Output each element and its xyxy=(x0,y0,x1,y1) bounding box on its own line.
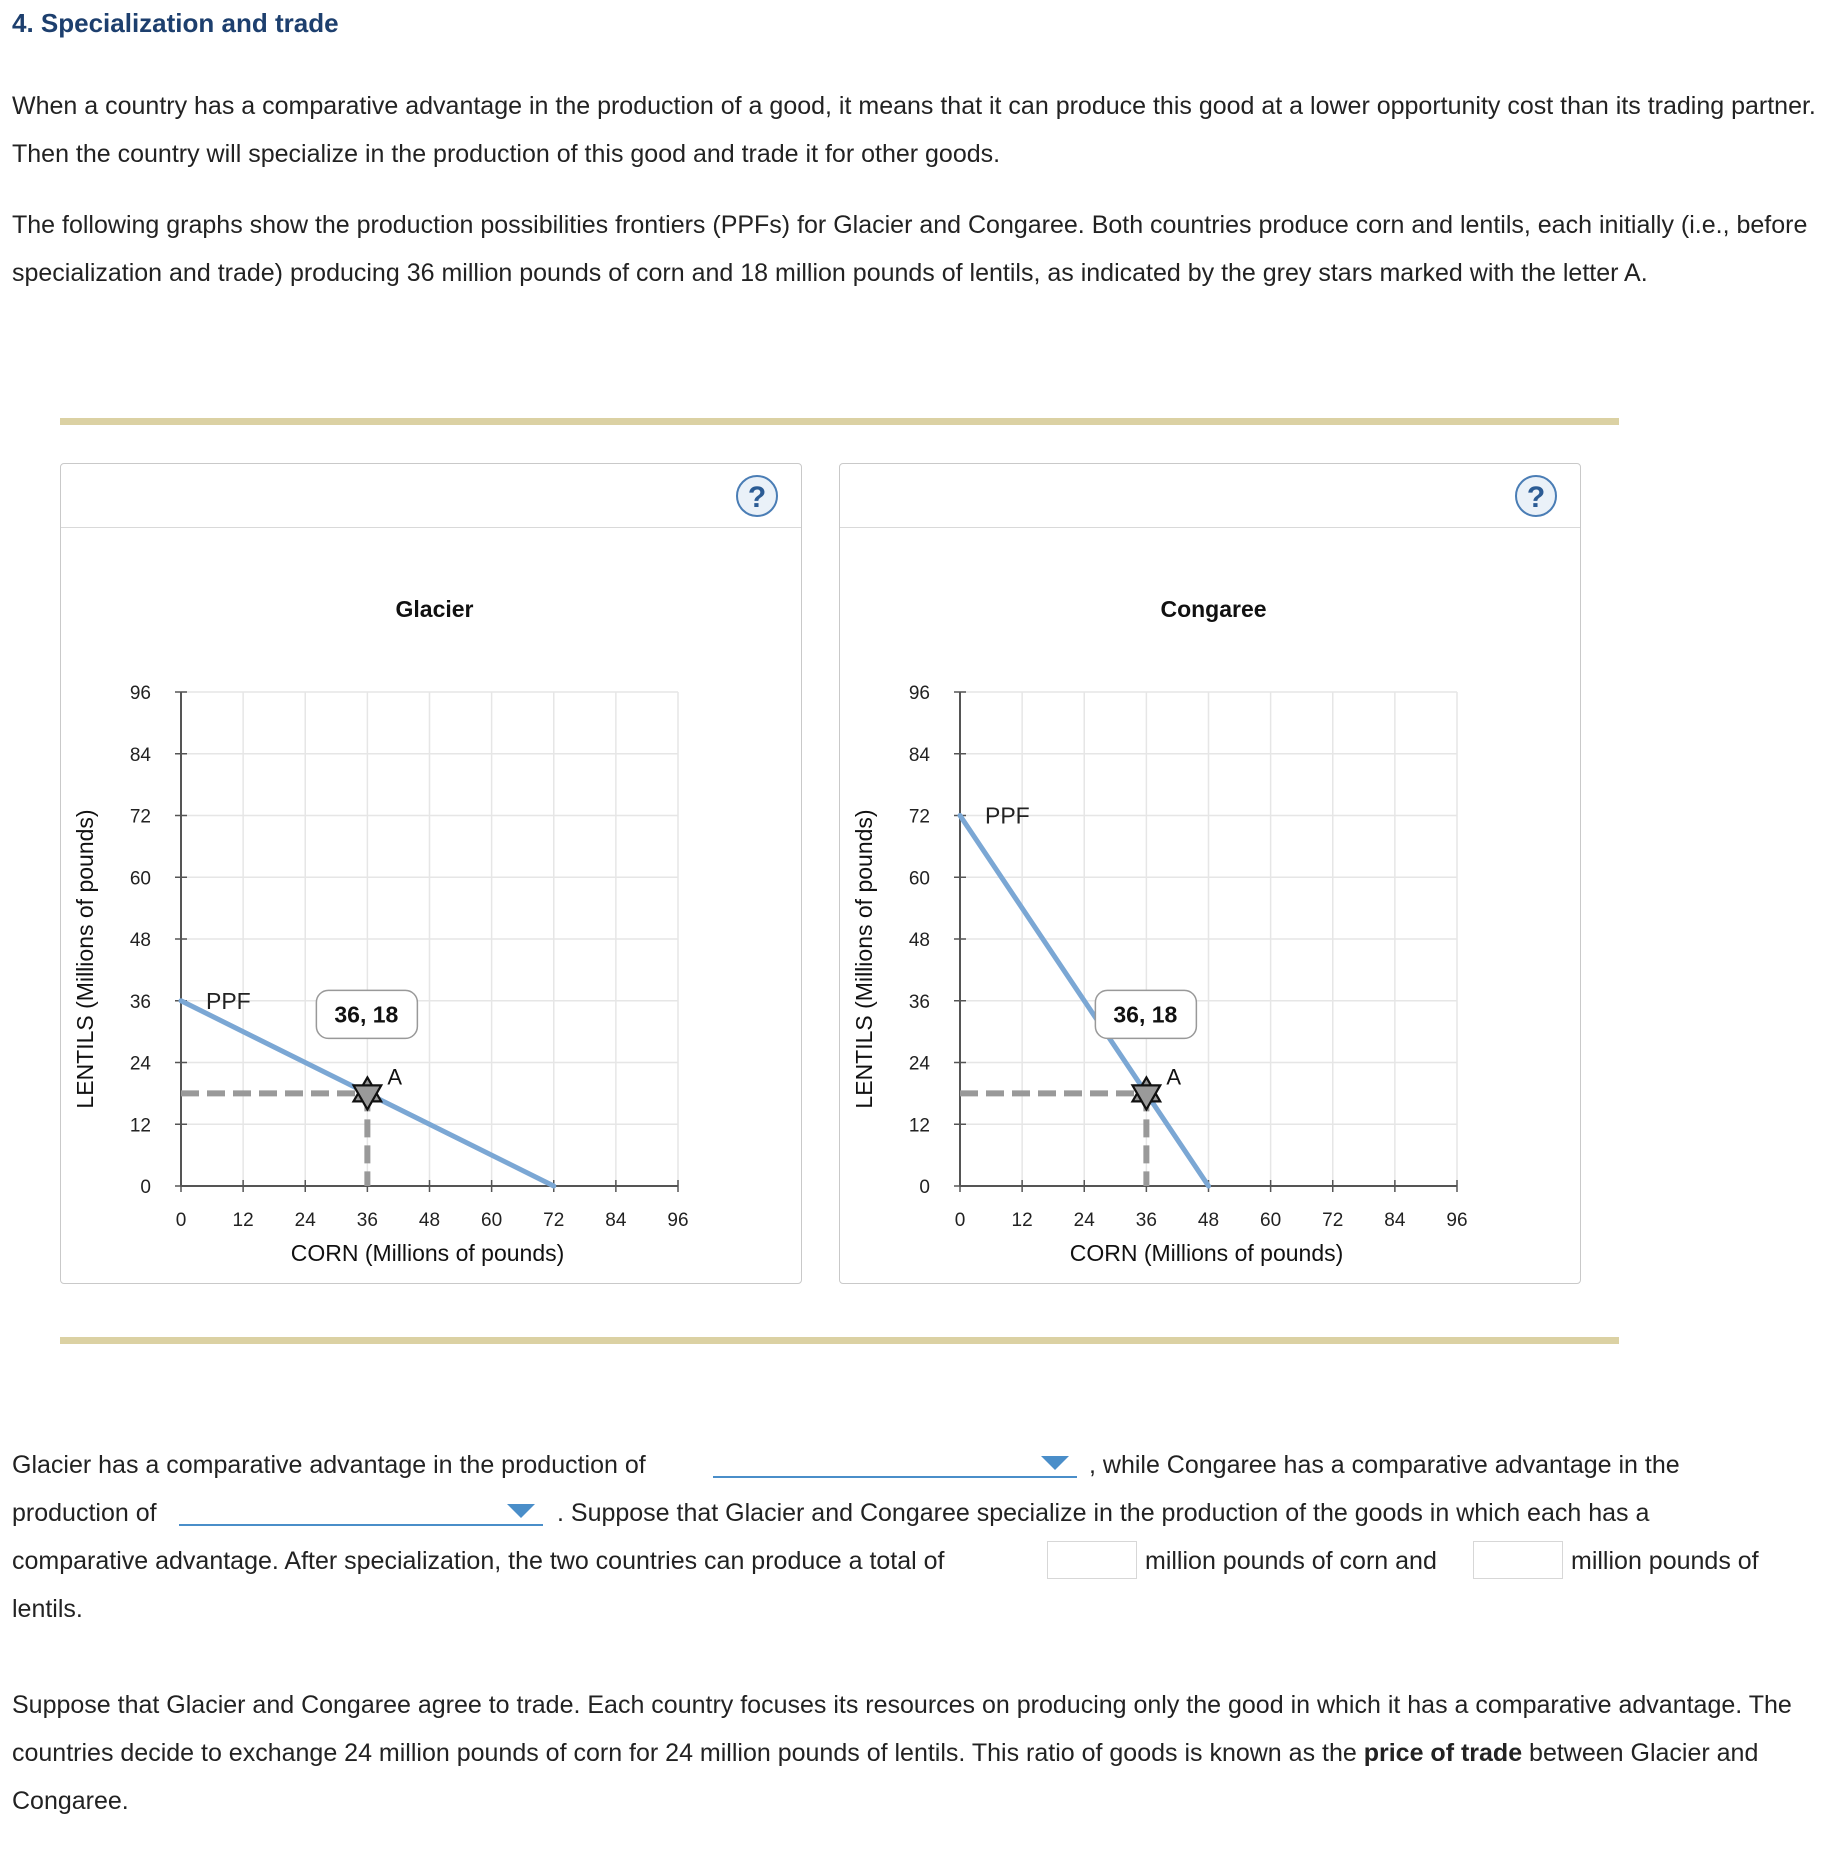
question-text-8: lentils. xyxy=(12,1595,83,1623)
x-tick-label: 0 xyxy=(175,1210,187,1231)
question-text-7: million pounds of xyxy=(1571,1547,1759,1575)
help-button[interactable]: ? xyxy=(736,475,778,517)
question-text-2: , while Congaree has a comparative advantage in the xyxy=(1089,1451,1680,1479)
x-tick-label: 36 xyxy=(356,1210,378,1231)
glacier-advantage-dropdown[interactable] xyxy=(713,1448,1077,1478)
y-tick-label: 96 xyxy=(129,683,151,704)
x-tick-label: 24 xyxy=(1073,1210,1095,1231)
point-label: A xyxy=(387,1064,403,1090)
x-tick-label: 24 xyxy=(294,1210,316,1231)
x-tick-label: 12 xyxy=(1011,1210,1033,1231)
chart-title: Glacier xyxy=(395,596,474,622)
y-tick-label: 60 xyxy=(129,868,151,890)
question-text-5: comparative advantage. After specialization, the two countries can produce a total of xyxy=(12,1547,945,1575)
congaree-ppf-chart xyxy=(840,464,1580,1283)
ppf-label: PPF xyxy=(985,802,1030,829)
y-tick-label: 36 xyxy=(908,991,930,1013)
x-tick-label: 84 xyxy=(605,1210,627,1231)
x-tick-label: 96 xyxy=(1446,1210,1468,1231)
x-tick-label: 84 xyxy=(1384,1210,1406,1231)
trade-text-1: Suppose that Glacier and Congaree agree to trade. Each country focuses its resources on producing only the good in which it has a comparative advantage. The countries decide to exchange 24 million pounds of corn for 24 million pounds of lentils. This ratio of goods is known as the xyxy=(12,1691,1792,1767)
glacier-ppf-chart xyxy=(61,464,801,1283)
question-text-3: production of xyxy=(12,1499,157,1527)
y-axis-label: LENTILS (Millions of pounds) xyxy=(72,809,98,1109)
congaree-graph-panel xyxy=(839,463,1581,1284)
intro-paragraph-2: The following graphs show the production possibilities frontiers (PPFs) for Glacier and Congaree. Both countries produce corn and lentils, each initially (i.e., before specialization and trade) producing 36 million pounds of corn and 18 million pounds of lentils, as indicated by the grey stars marked with the letter A. xyxy=(12,211,1808,287)
y-tick-label: 48 xyxy=(908,930,930,951)
y-tick-label: 84 xyxy=(129,744,151,766)
x-tick-label: 48 xyxy=(1197,1210,1220,1231)
question-text-6: million pounds of corn and xyxy=(1145,1547,1437,1575)
trade-paragraph xyxy=(12,1681,1822,1825)
y-tick-label: 48 xyxy=(129,930,151,951)
x-axis-label: CORN (Millions of pounds) xyxy=(290,1240,565,1266)
help-button[interactable]: ? xyxy=(1515,475,1557,517)
y-axis-label: LENTILS (Millions of pounds) xyxy=(851,809,877,1109)
x-axis-label: CORN (Millions of pounds) xyxy=(1069,1240,1344,1266)
ppf-label: PPF xyxy=(206,987,251,1014)
corn-total-input[interactable] xyxy=(1047,1541,1137,1579)
y-tick-label: 24 xyxy=(908,1053,930,1075)
question-text-4: . Suppose that Glacier and Congaree specialize in the production of the goods in which each has a xyxy=(557,1499,1650,1527)
intro-paragraph-1: When a country has a comparative advantage in the production of a good, it means that it can produce this good at a lower opportunity cost than its trading partner. Then the country will specialize in the production of this good and trade it for other goods. xyxy=(12,92,1816,168)
bottom-divider xyxy=(60,1337,1619,1344)
chart-title: Congaree xyxy=(1160,596,1267,622)
x-tick-label: 72 xyxy=(1322,1210,1344,1231)
chevron-down-icon xyxy=(1041,1456,1069,1470)
x-tick-label: 60 xyxy=(481,1210,503,1231)
x-tick-label: 48 xyxy=(418,1210,441,1231)
y-tick-label: 12 xyxy=(129,1115,151,1137)
trade-text-2: between Glacier and Congaree. xyxy=(12,1739,1759,1815)
y-tick-label: 60 xyxy=(908,868,930,890)
y-tick-label: 36 xyxy=(129,991,151,1013)
section-heading: 4. Specialization and trade xyxy=(12,8,339,38)
point-label: A xyxy=(1166,1064,1182,1090)
x-tick-label: 0 xyxy=(954,1210,966,1231)
glacier-graph-panel xyxy=(60,463,802,1284)
y-tick-label: 72 xyxy=(908,806,930,828)
congaree-advantage-dropdown[interactable] xyxy=(179,1496,543,1526)
point-tooltip-text: 36, 18 xyxy=(334,1001,399,1028)
x-tick-label: 36 xyxy=(1135,1210,1157,1231)
top-divider xyxy=(60,418,1619,425)
y-tick-label: 84 xyxy=(908,744,930,766)
chevron-down-icon xyxy=(507,1504,535,1518)
y-tick-label: 24 xyxy=(129,1053,151,1075)
point-tooltip-text: 36, 18 xyxy=(1113,1001,1178,1028)
question-text-1: Glacier has a comparative advantage in the production of xyxy=(12,1451,646,1479)
x-tick-label: 12 xyxy=(232,1210,254,1231)
x-tick-label: 96 xyxy=(667,1210,689,1231)
y-tick-label: 12 xyxy=(908,1115,930,1137)
x-tick-label: 60 xyxy=(1260,1210,1282,1231)
y-tick-label: 72 xyxy=(129,806,151,828)
y-tick-label: 0 xyxy=(140,1177,151,1198)
lentils-total-input[interactable] xyxy=(1473,1541,1563,1579)
y-tick-label: 96 xyxy=(908,683,930,704)
y-tick-label: 0 xyxy=(919,1177,930,1198)
x-tick-label: 72 xyxy=(543,1210,565,1231)
price-of-trade-term: price of trade xyxy=(1363,1739,1523,1767)
